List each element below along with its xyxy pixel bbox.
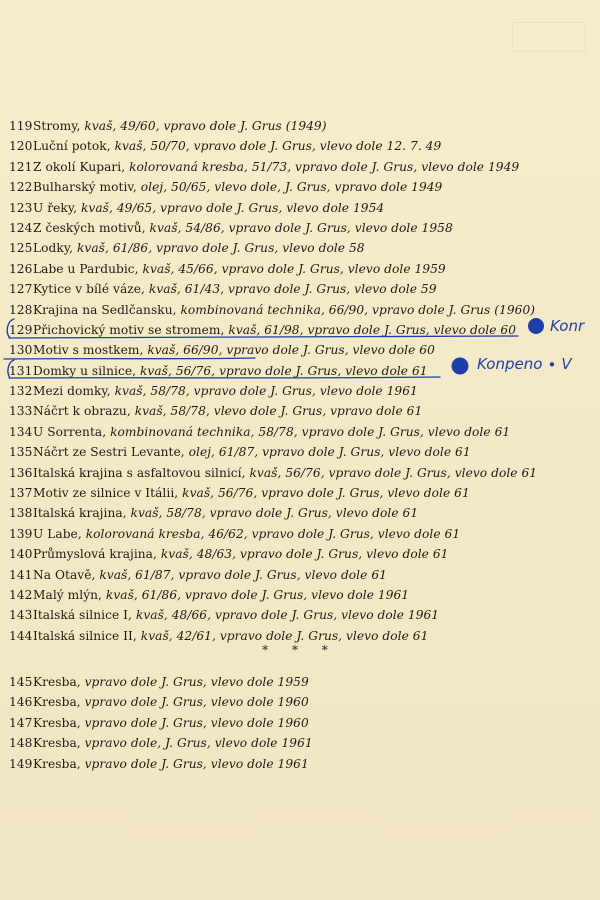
catalog-entry-126 bbox=[9, 259, 594, 279]
entry-title: Průmyslová krajina , bbox=[33, 547, 161, 561]
catalog-entry-142 bbox=[9, 585, 594, 605]
entry-signature: vpravo dole J. Grus, vlevo dole 60 bbox=[226, 343, 435, 358]
entry-signature: vpravo dole J. Grus, vlevo dole 61 bbox=[251, 526, 461, 541]
entry-signature: vpravo dole J. Grus, vlevo dole 61 bbox=[261, 486, 470, 501]
entry-number: 143 bbox=[9, 608, 33, 623]
entry-title: Z okolí Kupari , bbox=[33, 160, 129, 174]
entry-technique: kvaš, 49/65 , bbox=[81, 201, 160, 215]
entry-title: Italská silnice II , bbox=[33, 629, 141, 643]
entry-technique: olej, 50/65, vlevo dole , bbox=[141, 180, 285, 194]
entry-signature: vpravo dole J. Grus, vlevo dole 1961 bbox=[184, 587, 410, 602]
entry-signature: vpravo dole J. Grus, vlevo dole 12. 7. 49 bbox=[193, 139, 442, 154]
entry-number: 135 bbox=[9, 445, 33, 460]
entry-number: 123 bbox=[9, 200, 33, 215]
handwritten-note-129: Konr bbox=[550, 317, 585, 335]
entry-technique: kvaš, 49/60 , bbox=[84, 119, 163, 133]
catalog-entry-136 bbox=[9, 463, 594, 483]
entry-number: 120 bbox=[9, 139, 33, 154]
catalog-entry-135 bbox=[9, 442, 594, 462]
entry-technique: kvaš, 48/63 , bbox=[161, 547, 240, 561]
entry-number: 146 bbox=[9, 695, 33, 710]
entry-title: Z českých motivů , bbox=[33, 221, 150, 235]
catalog-list bbox=[9, 116, 594, 646]
entry-number: 128 bbox=[9, 302, 33, 317]
entry-number: 133 bbox=[9, 404, 33, 419]
entry-technique: kombinovaná technika, 58/78 , bbox=[110, 425, 302, 439]
catalog-entry-147 bbox=[9, 713, 594, 733]
entry-title: Kresba , bbox=[33, 757, 85, 771]
entry-technique: kvaš, 61/86 , bbox=[77, 241, 156, 255]
entry-number: 122 bbox=[9, 180, 33, 195]
entry-title: Italská krajina s asfaltovou silnicí , bbox=[33, 466, 249, 480]
entry-technique: kvaš, 54/86 , bbox=[150, 221, 229, 235]
entry-number: 121 bbox=[9, 159, 33, 174]
entry-number: 141 bbox=[9, 567, 33, 582]
entry-title: Labe u Pardubic , bbox=[33, 262, 143, 276]
entry-signature: vpravo dole J. Grus (1960) bbox=[372, 302, 536, 317]
catalog-entry-127 bbox=[9, 279, 594, 299]
catalog-entry-145 bbox=[9, 672, 594, 692]
entry-technique: kolorovaná kresba, 51/73 , bbox=[129, 160, 295, 174]
entry-number: 124 bbox=[9, 220, 33, 235]
entry-technique: kvaš, 58/78 , bbox=[115, 384, 194, 398]
entry-signature: vpravo dole J. Grus, vlevo dole 61 bbox=[239, 547, 449, 562]
entry-number: 142 bbox=[9, 587, 33, 602]
entry-signature: vpravo dole J. Grus, vlevo dole 61 bbox=[209, 506, 419, 521]
catalog-entry-134 bbox=[9, 422, 594, 442]
entry-signature: vpravo dole J. Grus, vlevo dole 1961 bbox=[84, 756, 309, 771]
entry-title: Kresba , bbox=[33, 675, 85, 689]
entry-number: 129 bbox=[9, 322, 33, 337]
entry-technique: kolorovaná kresba, 46/62 , bbox=[86, 527, 252, 541]
entry-title: Kytice v bílé váze , bbox=[33, 282, 149, 296]
entry-title: Bulharský motiv , bbox=[33, 180, 141, 194]
entry-number: 134 bbox=[9, 424, 33, 439]
entry-number: 138 bbox=[9, 506, 33, 521]
entry-number: 126 bbox=[9, 261, 33, 276]
entry-title: Lodky , bbox=[33, 241, 77, 255]
entry-signature: vpravo dole J. Grus, vlevo dole 1954 bbox=[160, 200, 385, 215]
entry-title: Italská silnice I , bbox=[33, 608, 136, 622]
catalog-entry-128 bbox=[9, 300, 594, 320]
entry-number: 132 bbox=[9, 384, 33, 399]
entry-number: 147 bbox=[9, 715, 33, 730]
entry-signature: vpravo dole J. Grus, vlevo dole 60 bbox=[307, 322, 516, 337]
entry-signature: vpravo dole J. Grus, vlevo dole 58 bbox=[156, 241, 365, 256]
entry-technique: kvaš, 50/70 , bbox=[115, 139, 194, 153]
catalog-entry-140 bbox=[9, 544, 594, 564]
entry-title: Luční potok , bbox=[33, 139, 115, 153]
entry-title: U Labe , bbox=[33, 527, 86, 541]
entry-technique: kvaš, 56/76 , bbox=[182, 486, 261, 500]
entry-number: 140 bbox=[9, 547, 33, 562]
entry-signature: vpravo dole J. Grus, vlevo dole 1959 bbox=[221, 261, 446, 276]
entry-signature: vpravo dole J. Grus, vlevo dole 61 bbox=[262, 445, 471, 460]
catalog-entry-137 bbox=[9, 483, 594, 503]
entry-title: Domky u silnice , bbox=[33, 364, 140, 378]
entry-signature: vpravo dole J. Grus, vlevo dole 61 bbox=[328, 465, 538, 480]
catalog-entry-141 bbox=[9, 565, 594, 585]
entry-technique: kvaš, 66/90 , bbox=[147, 343, 226, 357]
entry-title: Kresba , bbox=[33, 716, 85, 730]
entry-technique: kvaš, 45/66 , bbox=[143, 262, 222, 276]
entry-signature: vpravo dole J. Grus (1949) bbox=[163, 119, 327, 133]
drawings-list bbox=[9, 672, 594, 774]
entry-technique: kvaš, 56/76 , bbox=[249, 466, 328, 480]
catalog-entry-133 bbox=[9, 401, 594, 421]
entry-signature: vpravo dole J. Grus, vlevo dole 1959 bbox=[84, 675, 309, 689]
entry-signature: J. Grus, vpravo dole 1949 bbox=[284, 180, 443, 195]
entry-signature: vpravo dole J. Grus, vlevo dole 1961 bbox=[214, 608, 440, 623]
entry-title: Kresba , bbox=[33, 736, 85, 750]
entry-signature: vpravo dole J. Grus, vlevo dole 1958 bbox=[228, 220, 453, 235]
entry-title: Na Otavě , bbox=[33, 568, 99, 582]
entry-signature: vpravo dole J. Grus, vlevo dole 59 bbox=[227, 282, 437, 297]
entry-number: 144 bbox=[9, 628, 33, 643]
handwritten-note-131: Konpeno ∙ V bbox=[477, 355, 572, 373]
entry-signature: vpravo dole J. Grus, vlevo dole 61 bbox=[178, 567, 387, 582]
entry-technique: kvaš, 56/76 , bbox=[140, 364, 219, 378]
entry-number: 127 bbox=[9, 282, 33, 297]
entry-title: Krajina na Sedlčansku , bbox=[33, 303, 180, 317]
entry-number: 136 bbox=[9, 465, 33, 480]
catalog-entry-132 bbox=[9, 381, 594, 401]
entry-technique: kvaš, 48/66 , bbox=[136, 608, 215, 622]
entry-number: 131 bbox=[9, 363, 33, 378]
entry-title: Mezi domky , bbox=[33, 384, 115, 398]
entry-number: 119 bbox=[9, 119, 33, 133]
catalog-entry-149 bbox=[9, 754, 594, 774]
entry-title: U Sorrenta , bbox=[33, 425, 110, 439]
catalog-entry-148 bbox=[9, 733, 594, 753]
entry-title: Náčrt k obrazu , bbox=[33, 404, 135, 418]
entry-signature: vpravo dole J. Grus, vlevo dole 61 bbox=[219, 628, 429, 643]
entry-technique: olej, 61/87 , bbox=[189, 445, 263, 459]
entry-number: 145 bbox=[9, 675, 33, 689]
entry-signature: vpravo dole J. Grus, vlevo dole 1960 bbox=[84, 695, 309, 710]
entry-title: U řeky , bbox=[33, 201, 81, 215]
catalog-entry-123 bbox=[9, 198, 594, 218]
catalog-entry-143 bbox=[9, 605, 594, 625]
entry-title: Kresba , bbox=[33, 695, 85, 709]
entry-number: 148 bbox=[9, 736, 33, 751]
entry-signature: vpravo dole J. Grus, vlevo dole 61 bbox=[301, 424, 511, 439]
catalog-entry-146 bbox=[9, 692, 594, 712]
catalog-entry-120 bbox=[9, 136, 594, 156]
entry-title: Stromy , bbox=[33, 119, 84, 133]
catalog-entry-122 bbox=[9, 177, 594, 197]
entry-number: 125 bbox=[9, 241, 33, 256]
entry-title: Motiv ze silnice v Itálii , bbox=[33, 486, 182, 500]
entry-technique: kvaš, 61/86 , bbox=[106, 588, 185, 602]
catalog-entry-119 bbox=[9, 116, 594, 136]
entry-title: Italská krajina , bbox=[33, 506, 131, 520]
catalog-entry-139 bbox=[9, 524, 594, 544]
bleed-through-mark bbox=[512, 22, 586, 52]
catalog-entry-124 bbox=[9, 218, 594, 238]
entry-number: 130 bbox=[9, 343, 33, 358]
entry-signature: vpravo dole J. Grus, vlevo dole 1949 bbox=[295, 159, 520, 174]
entry-technique: kvaš, 58/78 , bbox=[131, 506, 210, 520]
entry-signature: vpravo dole, J. Grus, vlevo dole 1961 bbox=[84, 736, 313, 751]
catalog-entry-129 bbox=[9, 320, 594, 340]
entry-technique: kvaš, 61/98 , bbox=[228, 323, 307, 337]
entry-technique: kvaš, 58/78 , bbox=[135, 404, 214, 418]
entry-title: Motiv s mostkem , bbox=[33, 343, 147, 357]
entry-signature: vpravo dole J. Grus, vlevo dole 1960 bbox=[84, 715, 309, 730]
entry-technique: kvaš, 61/87 , bbox=[99, 568, 178, 582]
catalog-entry-121 bbox=[9, 157, 594, 177]
entry-signature: vpravo dole J. Grus, vlevo dole 61 bbox=[219, 363, 428, 378]
entry-signature: vpravo dole J. Grus, vlevo dole 1961 bbox=[193, 384, 418, 399]
catalog-entry-125 bbox=[9, 238, 594, 258]
entry-number: 137 bbox=[9, 486, 33, 501]
entry-technique: kombinovaná technika, 66/90 , bbox=[180, 303, 372, 317]
section-separator: * * * bbox=[262, 643, 338, 657]
entry-technique: kvaš, 42/61 , bbox=[141, 629, 220, 643]
entry-technique: kvaš, 61/43 , bbox=[149, 282, 228, 296]
entry-signature: vlevo dole J. Grus, vpravo dole 61 bbox=[213, 404, 423, 419]
catalog-entry-138 bbox=[9, 503, 594, 523]
entry-title: Malý mlýn , bbox=[33, 588, 106, 602]
entry-title: Přichovický motiv se stromem , bbox=[33, 323, 228, 337]
entry-number: 149 bbox=[9, 756, 33, 771]
entry-number: 139 bbox=[9, 526, 33, 541]
entry-title: Náčrt ze Sestri Levante , bbox=[33, 445, 189, 459]
